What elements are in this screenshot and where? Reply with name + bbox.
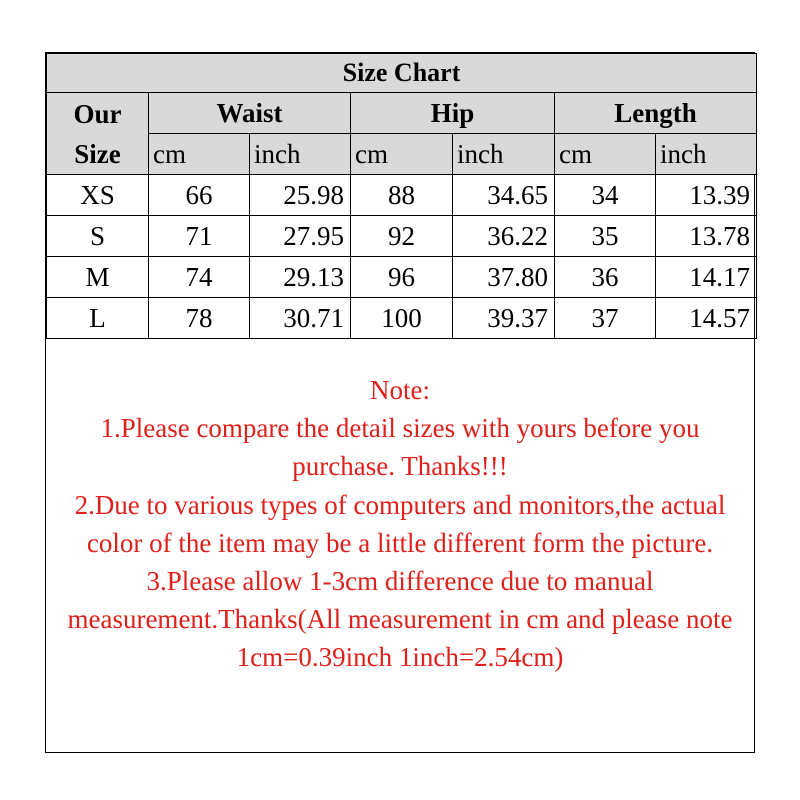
group-header-length: Length bbox=[555, 93, 757, 134]
unit-header: inch bbox=[453, 134, 555, 175]
table-row bbox=[47, 257, 757, 298]
table-row bbox=[47, 298, 757, 339]
value-cell: 13.39 bbox=[656, 175, 757, 216]
value-cell: 71 bbox=[149, 216, 250, 257]
size-chart-sheet bbox=[45, 52, 755, 753]
unit-header: cm bbox=[555, 134, 656, 175]
size-cell: M bbox=[47, 257, 149, 298]
size-chart-table bbox=[46, 53, 757, 339]
unit-header: cm bbox=[351, 134, 453, 175]
unit-header: inch bbox=[656, 134, 757, 175]
notes-block bbox=[46, 371, 754, 677]
title-row bbox=[47, 54, 757, 93]
value-cell: 27.95 bbox=[250, 216, 351, 257]
group-header-waist: Waist bbox=[149, 93, 351, 134]
chart-title: Size Chart bbox=[47, 54, 757, 93]
value-cell: 88 bbox=[351, 175, 453, 216]
note-item: 1.Please compare the detail sizes with yours before you purchase. Thanks!!! bbox=[100, 413, 700, 482]
size-cell: XS bbox=[47, 175, 149, 216]
our-size-label-line2: Size bbox=[74, 138, 121, 169]
value-cell: 37 bbox=[555, 298, 656, 339]
value-cell: 66 bbox=[149, 175, 250, 216]
value-cell: 25.98 bbox=[250, 175, 351, 216]
unit-header: inch bbox=[250, 134, 351, 175]
value-cell: 92 bbox=[351, 216, 453, 257]
value-cell: 36 bbox=[555, 257, 656, 298]
value-cell: 37.80 bbox=[453, 257, 555, 298]
note-item: 3.Please allow 1-3cm difference due to manual measurement.Thanks(All measurement in cm and please note 1cm=0.39inch 1inch=2.54cm) bbox=[67, 566, 733, 673]
note-heading: Note: bbox=[370, 375, 430, 405]
value-cell: 100 bbox=[351, 298, 453, 339]
unit-header: cm bbox=[149, 134, 250, 175]
value-cell: 34 bbox=[555, 175, 656, 216]
our-size-label-line1: Our bbox=[73, 98, 122, 129]
value-cell: 35 bbox=[555, 216, 656, 257]
value-cell: 29.13 bbox=[250, 257, 351, 298]
value-cell: 14.57 bbox=[656, 298, 757, 339]
unit-header-row bbox=[47, 134, 757, 175]
value-cell: 36.22 bbox=[453, 216, 555, 257]
value-cell: 39.37 bbox=[453, 298, 555, 339]
value-cell: 14.17 bbox=[656, 257, 757, 298]
table-row bbox=[47, 216, 757, 257]
value-cell: 13.78 bbox=[656, 216, 757, 257]
value-cell: 34.65 bbox=[453, 175, 555, 216]
value-cell: 96 bbox=[351, 257, 453, 298]
value-cell: 78 bbox=[149, 298, 250, 339]
our-size-header bbox=[47, 93, 149, 175]
value-cell: 30.71 bbox=[250, 298, 351, 339]
value-cell: 74 bbox=[149, 257, 250, 298]
table-row bbox=[47, 175, 757, 216]
note-item: 2.Due to various types of computers and monitors,the actual color of the item may be a little different form the picture. bbox=[74, 489, 726, 558]
group-header-row bbox=[47, 93, 757, 134]
group-header-hip: Hip bbox=[351, 93, 555, 134]
size-cell: S bbox=[47, 216, 149, 257]
size-cell: L bbox=[47, 298, 149, 339]
